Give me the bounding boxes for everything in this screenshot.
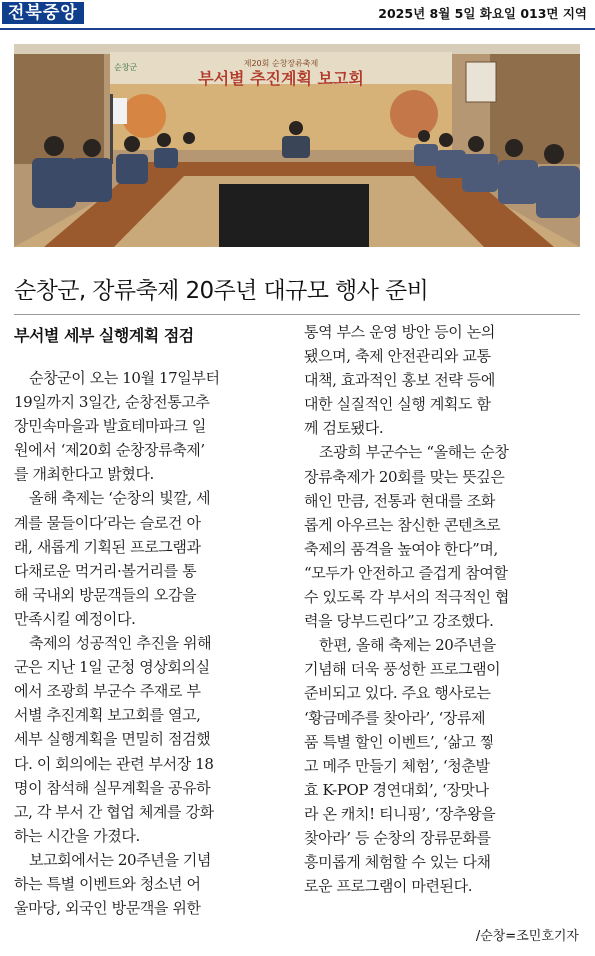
article-headline: 순창군, 장류축제 20주년 대규모 행사 준비 — [14, 278, 429, 304]
body-line: 력을 당부드린다”고 강조했다. — [304, 612, 494, 631]
notice-board — [466, 62, 496, 102]
body-line: 올해 축제는 ‘순창의 빛깔, 세 — [29, 489, 211, 508]
body-line: “모두가 안전하고 즐겁게 참여할 — [304, 563, 508, 582]
meeting-room-illustration — [14, 44, 580, 247]
byline: /순창=조민호기자 — [475, 929, 579, 944]
body-line: 장류축제가 20회를 맞는 뜻깊은 — [304, 467, 505, 486]
body-line: 서별 추진계획 보고회를 열고, — [14, 706, 201, 725]
banner-subtitle: 제20회 순창장류축제 — [243, 59, 319, 68]
article-subhead: 부서별 세부 실행계획 점검 — [14, 326, 194, 345]
right-wall-panel — [490, 54, 580, 164]
body-line: 해 국내외 방문객들의 오감을 — [14, 585, 197, 604]
body-line: 하는 시간을 가졌다. — [14, 826, 140, 845]
right-body-text — [304, 320, 580, 898]
body-line: 울마당, 외국인 방문객을 위한 — [14, 899, 201, 918]
body-line: 순창군이 오는 10월 17일부터 — [29, 369, 220, 387]
body-line: 고 메주 만들기 체험’, ‘청춘발 — [304, 756, 490, 775]
banner-logo: 순창군 — [114, 63, 138, 72]
body-line: 다채로운 먹거리·볼거리를 통 — [14, 561, 197, 580]
flag — [113, 98, 127, 124]
body-line: 께 검토됐다. — [304, 419, 384, 438]
body-line: 19일까지 3일간, 순창전통고추 — [14, 393, 210, 412]
person-head — [289, 121, 303, 135]
body-line: 원에서 ‘제20회 순창장류축제’ — [14, 441, 205, 460]
article-column-right — [304, 320, 580, 898]
body-line: 통역 부스 운영 방안 등이 논의 — [304, 323, 495, 341]
article-column-left — [14, 320, 292, 920]
body-line: 계를 물들이다’라는 슬로건 아 — [14, 513, 201, 532]
headline-rule — [14, 314, 580, 315]
body-line: 대책, 효과적인 홍보 전략 등에 — [304, 371, 495, 390]
body-line: 흥미롭게 체험할 수 있는 다채 — [304, 853, 491, 872]
body-line: 군은 지난 1일 군청 영상회의실 — [14, 658, 210, 677]
banner-title: 부서별 추진계획 보고회 — [198, 69, 364, 88]
body-line: 해인 만큼, 전통과 현대를 조화 — [304, 491, 495, 510]
body-line: 품 특별 할인 이벤트’, ‘삶고 찧 — [304, 732, 494, 751]
body-line: ‘황금메주를 찾아라’, ‘장류제 — [304, 708, 486, 727]
body-line: 에서 조광희 부군수 주재로 부 — [14, 682, 201, 701]
body-line: 를 개최한다고 밝혔다. — [14, 465, 154, 484]
body-line: 고, 각 부서 간 협업 체계를 강화 — [14, 802, 214, 821]
flag-pole — [110, 94, 113, 164]
autumn-tree — [390, 90, 438, 138]
body-line: 명이 참석해 실무계획을 공유하 — [14, 778, 211, 797]
newspaper-logo: 전북중앙 — [2, 2, 84, 24]
body-line: 만족시킬 예정이다. — [14, 609, 136, 628]
body-line: 다. 이 회의에는 관련 부서장 18 — [14, 754, 214, 773]
body-line: 찾아라’ 등 순창의 장류문화를 — [304, 828, 491, 847]
body-line: 수 있도록 각 부서의 적극적인 협 — [304, 588, 510, 607]
body-line: 롭게 아우르는 참신한 콘텐츠로 — [304, 515, 501, 534]
person-body — [282, 136, 310, 158]
body-line: 하는 특별 이벤트와 청소년 어 — [14, 874, 201, 893]
body-line: 됐으며, 축제 안전관리와 교통 — [304, 347, 491, 366]
body-line: 세부 실행계획을 면밀히 점검했 — [14, 730, 211, 749]
body-line: 라 온 캐치! 티니핑’, ‘장추왕을 — [304, 804, 496, 823]
meeting-photo — [14, 44, 580, 247]
body-line: 장민속마을과 발효테마파크 일 — [14, 417, 206, 436]
body-line: 기념해 더욱 풍성한 프로그램이 — [304, 660, 501, 679]
body-line: 보고회에서는 20주년을 기념 — [29, 850, 212, 869]
body-line: 축제의 성공적인 추진을 위해 — [29, 634, 212, 653]
body-line: 효 K-POP 경연대회’, ‘장맛나 — [304, 780, 489, 799]
autumn-tree — [122, 94, 166, 138]
body-line: 조광희 부군수는 “올해는 순창 — [319, 443, 509, 462]
monitor — [219, 184, 369, 247]
dateline: 2025년 8월 5일 화요일 013면 지역 — [378, 6, 587, 21]
body-line: 한편, 올해 축제는 20주년을 — [319, 636, 496, 655]
body-line: 대한 실질적인 실행 계획도 함 — [304, 395, 491, 414]
body-line: 래, 새롭게 기획된 프로그램과 — [14, 537, 201, 556]
masthead — [0, 0, 595, 26]
body-line: 준비되고 있다. 주요 행사로는 — [304, 684, 491, 703]
masthead-rule — [0, 28, 595, 30]
left-body-text — [14, 366, 292, 920]
body-line: 로운 프로그램이 마련된다. — [304, 877, 473, 896]
body-line: 축제의 품격을 높여야 한다”며, — [304, 539, 498, 558]
